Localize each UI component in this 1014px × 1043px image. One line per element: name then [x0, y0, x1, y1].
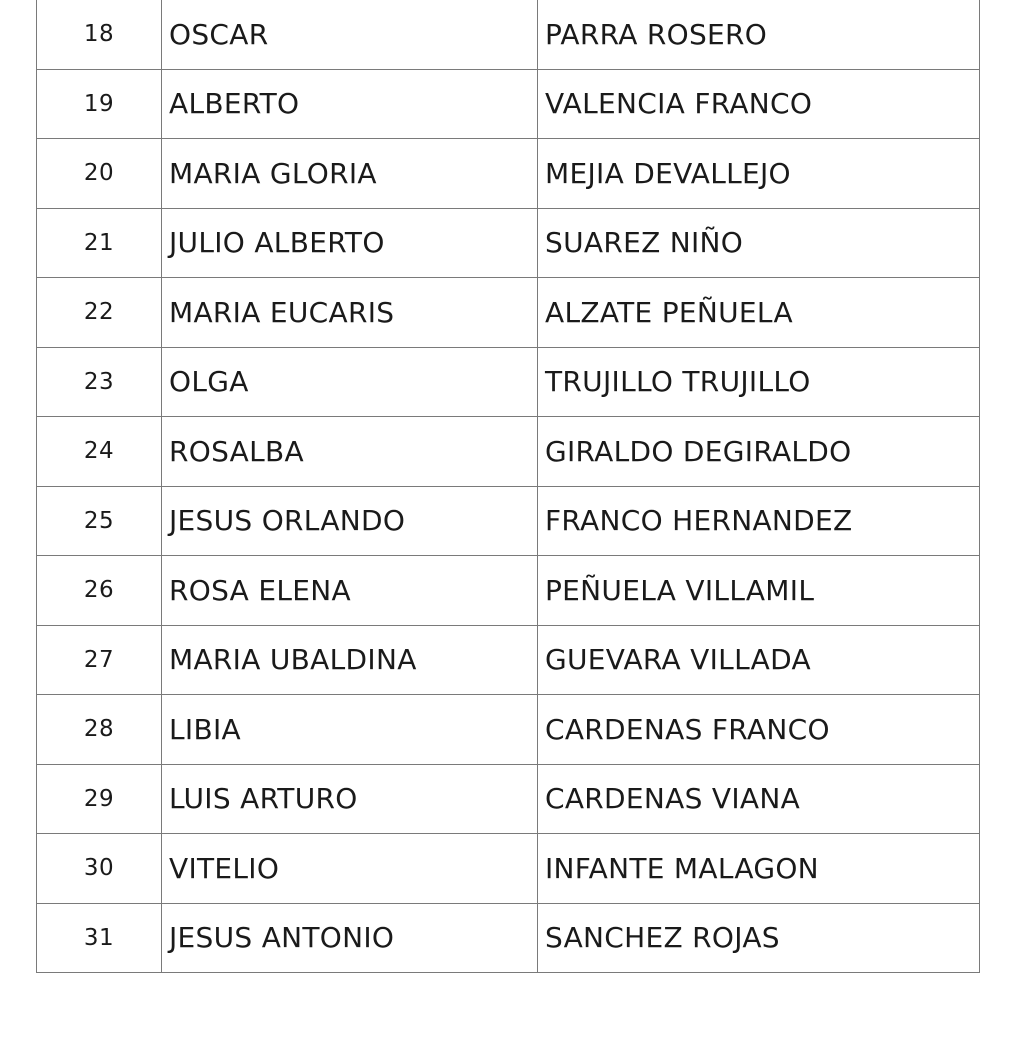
first-name-cell: MARIA UBALDINA — [162, 625, 538, 695]
last-name-cell: GIRALDO DEGIRALDO — [538, 417, 980, 487]
table-row — [37, 278, 980, 348]
first-name-cell: MARIA EUCARIS — [162, 278, 538, 348]
table-row — [37, 69, 980, 139]
row-number: 20 — [37, 139, 162, 209]
row-number: 29 — [37, 764, 162, 834]
last-name-cell: VALENCIA FRANCO — [538, 69, 980, 139]
table-row — [37, 208, 980, 278]
first-name-cell: OSCAR — [162, 0, 538, 69]
table-row — [37, 834, 980, 904]
last-name-cell: ALZATE PEÑUELA — [538, 278, 980, 348]
first-name-cell: LUIS ARTURO — [162, 764, 538, 834]
row-number: 28 — [37, 695, 162, 765]
roster-table — [36, 0, 980, 973]
table-row — [37, 625, 980, 695]
roster-table-body — [37, 0, 980, 973]
last-name-cell: INFANTE MALAGON — [538, 834, 980, 904]
first-name-cell: JESUS ORLANDO — [162, 486, 538, 556]
last-name-cell: CARDENAS FRANCO — [538, 695, 980, 765]
table-row — [37, 695, 980, 765]
row-number: 19 — [37, 69, 162, 139]
table-row — [37, 903, 980, 973]
table-row — [37, 139, 980, 209]
first-name-cell: OLGA — [162, 347, 538, 417]
last-name-cell: GUEVARA VILLADA — [538, 625, 980, 695]
row-number: 23 — [37, 347, 162, 417]
row-number: 31 — [37, 903, 162, 973]
row-number: 30 — [37, 834, 162, 904]
first-name-cell: ALBERTO — [162, 69, 538, 139]
table-row — [37, 417, 980, 487]
last-name-cell: MEJIA DEVALLEJO — [538, 139, 980, 209]
table-row — [37, 764, 980, 834]
row-number: 25 — [37, 486, 162, 556]
first-name-cell: MARIA GLORIA — [162, 139, 538, 209]
last-name-cell: PARRA ROSERO — [538, 0, 980, 69]
table-row — [37, 347, 980, 417]
last-name-cell: FRANCO HERNANDEZ — [538, 486, 980, 556]
row-number: 22 — [37, 278, 162, 348]
table-row — [37, 486, 980, 556]
first-name-cell: JESUS ANTONIO — [162, 903, 538, 973]
row-number: 18 — [37, 0, 162, 69]
table-row — [37, 556, 980, 626]
last-name-cell: CARDENAS VIANA — [538, 764, 980, 834]
row-number: 27 — [37, 625, 162, 695]
last-name-cell: TRUJILLO TRUJILLO — [538, 347, 980, 417]
first-name-cell: JULIO ALBERTO — [162, 208, 538, 278]
first-name-cell: LIBIA — [162, 695, 538, 765]
row-number: 21 — [37, 208, 162, 278]
first-name-cell: VITELIO — [162, 834, 538, 904]
last-name-cell: PEÑUELA VILLAMIL — [538, 556, 980, 626]
row-number: 24 — [37, 417, 162, 487]
last-name-cell: SANCHEZ ROJAS — [538, 903, 980, 973]
table-row — [37, 0, 980, 69]
first-name-cell: ROSALBA — [162, 417, 538, 487]
row-number: 26 — [37, 556, 162, 626]
first-name-cell: ROSA ELENA — [162, 556, 538, 626]
last-name-cell: SUAREZ NIÑO — [538, 208, 980, 278]
